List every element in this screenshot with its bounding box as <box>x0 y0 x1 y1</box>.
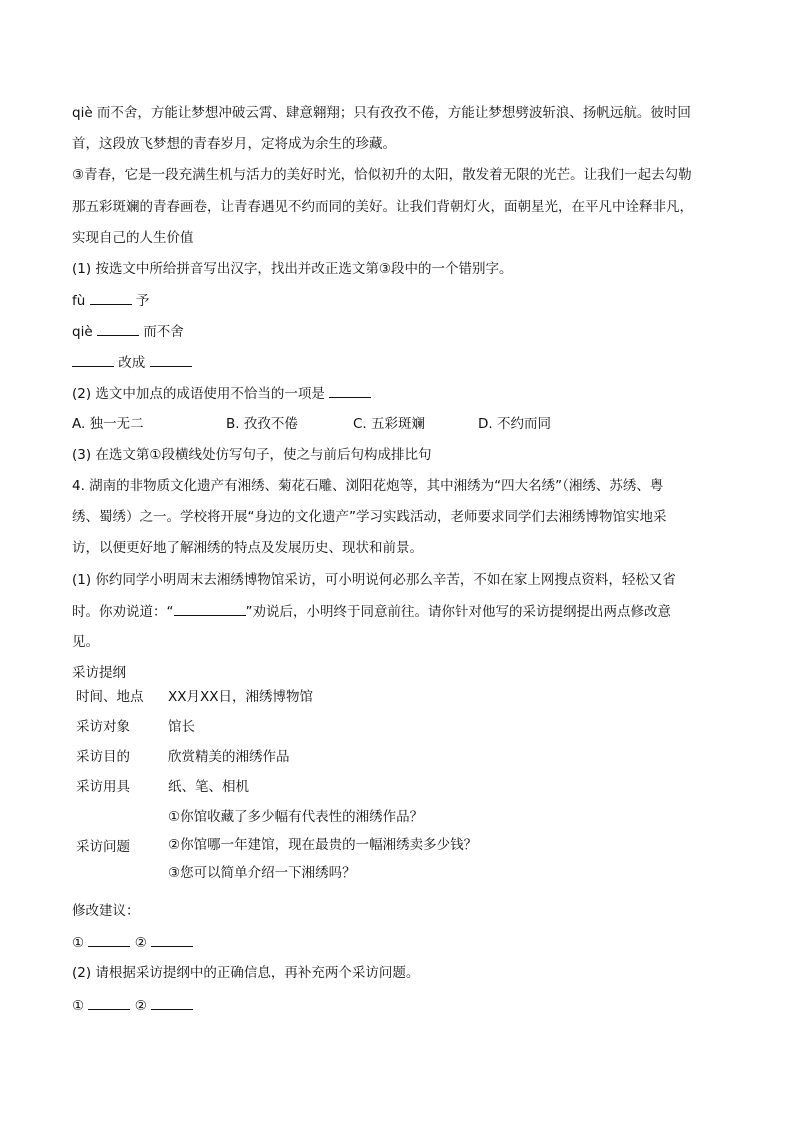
answer-blank[interactable] <box>88 995 130 1010</box>
correct-mid: 改成 <box>118 355 146 371</box>
answer-blank[interactable] <box>150 352 192 367</box>
question-item: ③您可以简单介绍一下湘绣吗？ <box>168 865 356 881</box>
q4-intro-line: 4. 湖南的非物质文化遗产有湘绣、菊花石雕、浏阳花炮等，其中湘绣为“四大名绣”（湘绣、苏绣、粤 <box>72 478 664 494</box>
question-item: ②你馆哪一年建馆，现在最贵的一幅湘绣卖多少钱？ <box>168 837 478 853</box>
option-d[interactable]: D. 不约而同 <box>478 416 551 432</box>
circled-number: ② <box>134 935 147 951</box>
qie-suffix: 而不舍 <box>143 324 184 340</box>
answer-blank[interactable] <box>151 932 193 947</box>
question-list <box>168 807 477 891</box>
outline-label: 时间、地点 <box>76 689 144 705</box>
q4-intro-line: 访，以便更好地了解湘绣的特点及发展历史、现状和前景。 <box>72 540 423 556</box>
q2-prompt: (2) 选文中加点的成语使用不恰当的一项是 <box>72 386 325 402</box>
answer-blank[interactable] <box>329 383 371 398</box>
passage-line: qiè 而不舍，方能让梦想冲破云霄、肆意翱翔；只有孜孜不倦，方能让梦想劈波斩浪、扬帆远航。彼时回 <box>72 105 691 121</box>
pinyin-fu: fù <box>72 293 86 309</box>
outline-value: XX月XX日，湘绣博物馆 <box>168 689 313 705</box>
q4-sub1-line: (1) 你约同学小明周末去湘绣博物馆采访，可小明说何必那么辛苦，不如在家上网搜点资料，轻松又省 <box>72 572 676 588</box>
passage-line: 首，这段放飞梦想的青春岁月，定将成为余生的珍藏。 <box>72 136 396 152</box>
outline-label: 采访目的 <box>76 749 130 765</box>
q1-prompt: (1) 按选文中所给拼音写出汉字，找出并改正选文第③段中的一个错别字。 <box>72 261 513 277</box>
q4-sub2-prompt: (2) 请根据采访提纲中的正确信息，再补充两个采访问题。 <box>72 965 420 981</box>
pinyin-qie: qiè <box>72 324 93 340</box>
sub1-text-b: ”劝说后，小明终于同意前往。请你针对他写的采访提纲提出两点修改意 <box>245 604 671 620</box>
q4-sub1-line: 见。 <box>72 634 99 650</box>
option-a[interactable]: A. 独一无二 <box>72 416 144 432</box>
outline-label: 采访用具 <box>76 779 130 795</box>
q4-sub1-line <box>72 601 671 622</box>
question-item: ①你馆收藏了多少幅有代表性的湘绣作品？ <box>168 809 424 825</box>
sub1-text-a: 时。你劝说道：“ <box>72 604 174 620</box>
passage-line: 那五彩斑斓的青春画卷，让青春遇见不约而同的美好。让我们背朝灯火，面朝星光，在平凡中诠释非凡， <box>72 199 693 215</box>
passage-line: ③青春，它是一段充满生机与活力的美好时光，恰似初升的太阳，散发着无限的光芒。让我们一起去勾勒 <box>72 167 692 183</box>
answer-blank[interactable] <box>97 321 139 336</box>
outline-value: 欣赏精美的湘绣作品 <box>168 749 290 765</box>
outline-value: 馆长 <box>168 719 195 735</box>
option-c[interactable]: C. 五彩斑斓 <box>353 416 426 432</box>
fu-suffix: 予 <box>135 293 150 309</box>
q1-fu-line <box>72 290 149 311</box>
answer-blank[interactable] <box>88 932 130 947</box>
outline-value: 纸、笔、相机 <box>168 779 249 795</box>
option-b[interactable]: B. 孜孜不倦 <box>226 416 298 432</box>
answer-blank[interactable] <box>90 290 132 305</box>
outline-label: 采访问题 <box>76 839 130 855</box>
q2-options <box>72 414 712 434</box>
suggest-label: 修改建议： <box>72 903 140 919</box>
answer-blank[interactable] <box>174 601 246 616</box>
suggest-answer-line <box>72 932 193 953</box>
q1-qie-line <box>72 321 184 342</box>
answer-blank[interactable] <box>72 352 114 367</box>
q1-correction-line <box>72 352 192 373</box>
q2-prompt-line <box>72 383 371 404</box>
circled-number: ② <box>134 998 147 1014</box>
q3-prompt: (3) 在选文第①段横线处仿写句子，使之与前后句构成排比句 <box>72 447 432 463</box>
q4-intro-line: 绣、蜀绣）之一。学校将开展“身边的文化遗产”学习实践活动，老师要求同学们去湘绣博物馆实地采 <box>72 509 667 525</box>
answer-blank[interactable] <box>151 995 193 1010</box>
passage-line: 实现自己的人生价值 <box>72 230 194 246</box>
circled-number: ① <box>72 998 85 1014</box>
outline-label: 采访对象 <box>76 719 130 735</box>
sub2-answer-line <box>72 995 193 1016</box>
circled-number: ① <box>72 935 85 951</box>
outline-title: 采访提纲 <box>72 665 126 681</box>
